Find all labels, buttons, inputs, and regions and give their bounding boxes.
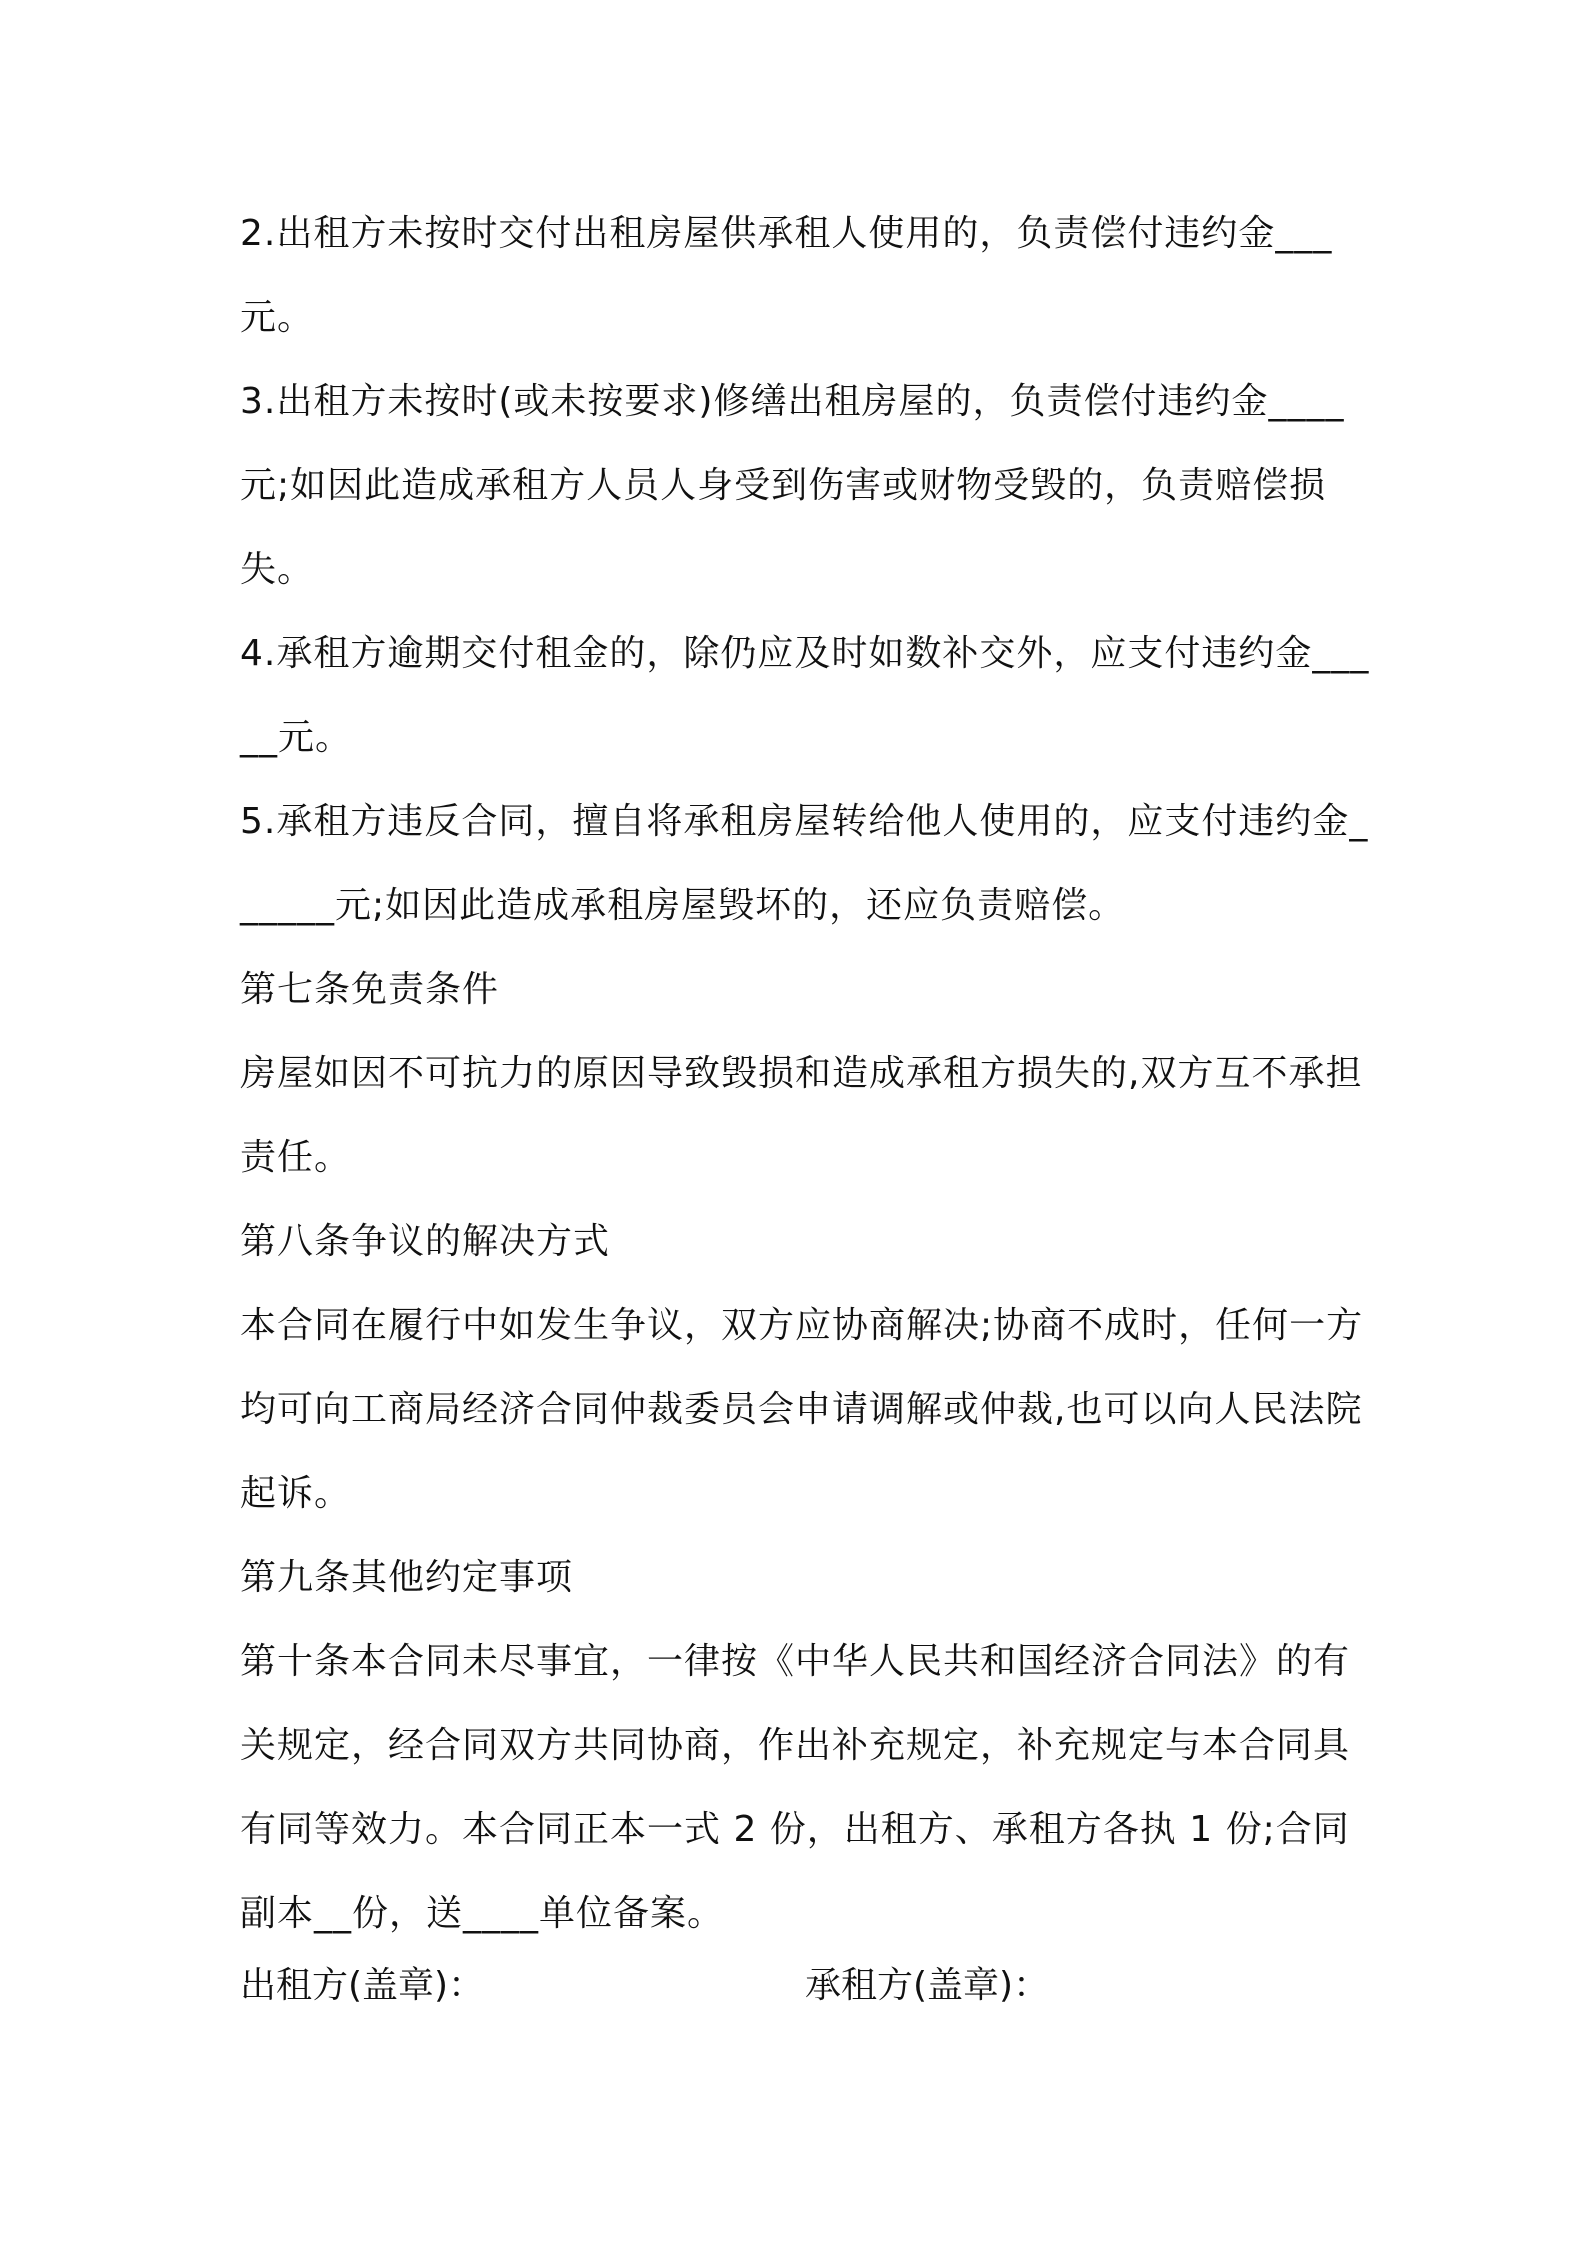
article-nine-heading: 第九条其他约定事项 bbox=[240, 1557, 574, 1598]
article-eight-body: 本合同在履行中如发生争议，双方应协商解决;协商不成时，任何一方均可向工商局经济合同仲裁委员会申请调解或仲裁,也可以向人民法院起诉。 bbox=[240, 1305, 1364, 1514]
clause-penalty-late-delivery: 2.出租方未按时交付出租房屋供承租人使用的，负责偿付违约金___元。 bbox=[240, 213, 1333, 338]
clause-penalty-sublet: 5.承租方违反合同，擅自将承租房屋转给他人使用的，应支付违约金______元;如因此造成承租房屋毁坏的，还应负责赔偿。 bbox=[240, 801, 1369, 926]
lessor-seal-label: 出租方(盖章)： bbox=[240, 1965, 485, 2006]
clause-penalty-repairs: 3.出租方未按时(或未按要求)修缮出租房屋的，负责偿付违约金____元;如因此造成承租方人员人身受到伤害或财物受毁的，负责赔偿损失。 bbox=[240, 381, 1345, 590]
lessee-seal-label: 承租方(盖章)： bbox=[805, 1965, 1050, 2006]
article-eight-heading: 第八条争议的解决方式 bbox=[240, 1221, 611, 1262]
clause-penalty-late-rent: 4.承租方逾期交付租金的，除仍应及时如数补交外，应支付违约金_____元。 bbox=[240, 633, 1370, 758]
article-seven-body: 房屋如因不可抗力的原因导致毁损和造成承租方损失的,双方互不承担责任。 bbox=[240, 1053, 1363, 1178]
article-ten-body: 第十条本合同未尽事宜，一律按《中华人民共和国经济合同法》的有关规定，经合同双方共同协商，作出补充规定，补充规定与本合同具有同等效力。本合同正本一式 2 份，出租方、承租方各执 1 份;合同副本__份，送____单位备案。 bbox=[240, 1641, 1351, 1934]
signature-row bbox=[240, 1944, 1370, 2028]
article-seven-heading: 第七条免责条件 bbox=[240, 969, 500, 1010]
